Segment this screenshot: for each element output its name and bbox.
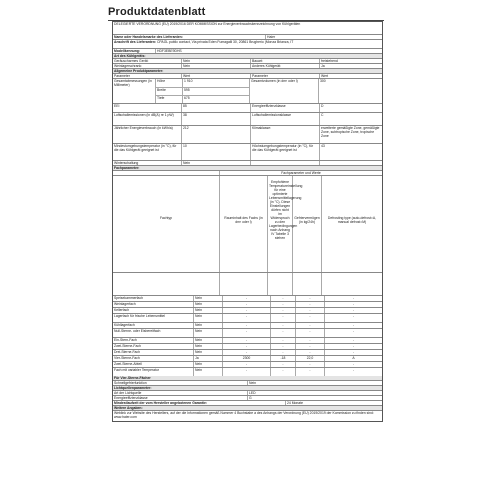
cell: Drei-Sterne-Fach bbox=[113, 350, 194, 355]
width-value: 595 bbox=[183, 88, 249, 96]
cell: A bbox=[352, 356, 355, 360]
cell: Null-Sterne- oder Eisbereitfach bbox=[113, 329, 194, 337]
cell: Nein bbox=[182, 59, 251, 63]
height-label: Höhe bbox=[156, 79, 182, 88]
column-header: Wert bbox=[182, 74, 251, 78]
cell: Energieeffizienzklasse bbox=[113, 396, 248, 400]
cell: Kellerfach bbox=[113, 308, 194, 313]
cell: - bbox=[352, 302, 355, 306]
cell: - bbox=[352, 344, 355, 348]
cell: - bbox=[223, 296, 271, 301]
section-heading: Für Vier-Sterne-Fächer bbox=[114, 376, 151, 380]
cell: Nein bbox=[194, 323, 223, 328]
general-row bbox=[113, 104, 382, 113]
cell: - bbox=[223, 350, 271, 355]
cell: - bbox=[223, 338, 271, 343]
cell: freistehend bbox=[321, 59, 338, 63]
cell: G bbox=[249, 396, 252, 400]
cell: LED bbox=[249, 391, 256, 395]
dimension-values bbox=[183, 79, 250, 103]
cell: Nein bbox=[249, 381, 256, 385]
cell: Nein bbox=[194, 296, 223, 301]
column-header: Gefriervermögen (in kg/24h) bbox=[293, 176, 322, 272]
cell: 22,0 bbox=[296, 356, 325, 361]
column-header: Rauminhalt des Fachs (in dm³ oder l) bbox=[220, 176, 268, 272]
model-value: HDF3EBE9DHS bbox=[157, 49, 182, 53]
supplier-address-value: CPAGL public contact, Via privata Eden Fumagalli 30, 20861 Brugherio (Monza Brianza, IT bbox=[156, 40, 294, 44]
cell: Nein bbox=[194, 362, 223, 367]
cell: Weinlagerschrank: bbox=[113, 64, 182, 68]
cell: Weinlagerfach bbox=[113, 302, 194, 307]
dimensions-row bbox=[113, 79, 382, 104]
cell: - bbox=[271, 338, 296, 343]
data-table bbox=[112, 21, 383, 422]
cell: - bbox=[271, 344, 296, 349]
cell: - bbox=[296, 344, 325, 349]
cell: erweiterte gemäßigte Zone, gemäßigte Zone, subtropische Zone, tropische Zone bbox=[321, 126, 380, 138]
cell: 38 bbox=[182, 113, 251, 125]
cell: Jährlicher Energieverbrauch (in kWh/a) bbox=[113, 126, 182, 143]
guarantee-label: Mindestlaufzeit der vom Hersteller angebotenen Garantie: bbox=[113, 401, 286, 405]
section-heading: Fachparameter: bbox=[114, 166, 140, 170]
cell: Nein bbox=[194, 302, 223, 307]
compartment-rows bbox=[113, 296, 382, 376]
cell: 85 bbox=[182, 104, 251, 112]
cell: - bbox=[352, 323, 355, 327]
cell: - bbox=[271, 302, 296, 307]
general-row bbox=[113, 144, 382, 161]
cell: - bbox=[223, 362, 271, 367]
column-header: Fachtyp bbox=[113, 176, 220, 272]
cell: Zwei-Sterne-Fach bbox=[113, 344, 194, 349]
cell: - bbox=[271, 314, 296, 322]
cell: Winterschaltung bbox=[113, 161, 182, 165]
column-header: Defrosting type (auto-defrost=A, manual defrost=M) bbox=[327, 216, 377, 224]
more-row bbox=[113, 411, 382, 421]
cell: Schnellgefrierfunktion bbox=[113, 381, 248, 385]
more-text: Weblink zur Website des Herstellers, auf der die Informationen gemäß Nummer 4 Buchstabe a des Anhangs der Verordnung (EU) 2019/2019 der Kommission zu finden sind: www.haier.com bbox=[114, 411, 374, 419]
model-label: Modellkennung: bbox=[113, 49, 156, 53]
regulation-row bbox=[113, 22, 382, 35]
column-header: Empfohlene Temperatureinstellung für eine optimierte Lebensmittellagerung (in °C). Diese Einstellungen dürfen nicht im Widerspruch zu den Lagerbedingungen nach Anhang IV Tabelle 3 stehen bbox=[268, 176, 293, 272]
supplier-address-row bbox=[113, 40, 382, 49]
depth-value: 675 bbox=[184, 96, 190, 100]
general-row bbox=[113, 113, 382, 126]
column-header: Parameter bbox=[251, 74, 320, 78]
dimensions-label: Gesamtabmessungen (in Millimeter) bbox=[113, 79, 156, 103]
cell: Nein bbox=[194, 314, 223, 322]
cell: - bbox=[296, 368, 325, 376]
blank-cell bbox=[113, 171, 220, 175]
cell: - bbox=[296, 296, 325, 301]
cell: - bbox=[296, 302, 325, 307]
cell: Anderes Kühlgerät: bbox=[251, 64, 320, 68]
compartment-head-row bbox=[113, 176, 382, 273]
cell: - bbox=[352, 368, 355, 372]
volume-label: Gesamtvolumen (in dm³ oder l) bbox=[250, 79, 319, 103]
cell: - bbox=[223, 323, 271, 328]
dimension-names bbox=[156, 79, 183, 103]
cell: Nein bbox=[182, 161, 251, 165]
cell: Art der Lichtquelle bbox=[113, 391, 248, 395]
cell: - bbox=[352, 350, 355, 354]
section-heading: Lichtquellenparameter: bbox=[114, 386, 152, 390]
cell: Bauart: bbox=[251, 59, 320, 63]
volume-value: 300 bbox=[320, 79, 326, 83]
regulation-text: DELEGIERTE VERORDNUNG (EU) 2019/2016 DER KOMMISSION zur Energieverbrauchskennzeichnung von Kühlgeräten bbox=[114, 22, 301, 26]
cell: Fach mit variabler Temperatur bbox=[113, 368, 194, 376]
cell: Ein-Stern-Fach bbox=[113, 338, 194, 343]
cell: -18 bbox=[271, 356, 296, 361]
table-row bbox=[113, 329, 382, 338]
cell: Klimaklasse: bbox=[251, 126, 320, 143]
cell: - bbox=[296, 314, 325, 322]
cell: Nein bbox=[194, 368, 223, 376]
section-heading: Art des Kühlgeräts: bbox=[114, 54, 146, 58]
table-row bbox=[113, 314, 382, 323]
cell: - bbox=[352, 308, 355, 312]
guarantee-value: 24 Monate bbox=[287, 401, 304, 405]
cell: - bbox=[296, 362, 325, 367]
cell: - bbox=[352, 329, 355, 333]
compartment-spacer-row bbox=[113, 273, 382, 296]
cell bbox=[320, 161, 382, 165]
general-row bbox=[113, 126, 382, 144]
cell: Nein bbox=[182, 64, 251, 68]
cell: D bbox=[321, 104, 324, 108]
compartment-param-title: Fachparameter und Werte bbox=[281, 171, 321, 175]
cell: - bbox=[223, 329, 271, 337]
cell: - bbox=[271, 329, 296, 337]
cell: EEI bbox=[113, 104, 182, 112]
cell: - bbox=[296, 350, 325, 355]
cell: - bbox=[296, 308, 325, 313]
cell: 212 bbox=[182, 126, 251, 143]
cell: - bbox=[352, 314, 355, 318]
cell: - bbox=[223, 344, 271, 349]
depth-label: Tiefe bbox=[157, 96, 165, 100]
width-label: Breite bbox=[156, 88, 182, 96]
cell: Ja bbox=[321, 64, 325, 68]
cell: Kühllagerfach bbox=[113, 323, 194, 328]
cell: Luftschallemissionsklasse bbox=[251, 113, 320, 125]
cell: - bbox=[352, 362, 355, 366]
supplier-address-label: Anschrift des Lieferanten: bbox=[114, 40, 157, 44]
cell: - bbox=[271, 362, 296, 367]
cell: 10 bbox=[182, 144, 251, 160]
cell: Speisekammerfach bbox=[113, 296, 194, 301]
cell: - bbox=[296, 338, 325, 343]
cell: Nein bbox=[194, 308, 223, 313]
cell: - bbox=[223, 302, 271, 307]
cell: Luftschallemissionen (in dB(A) re 1 pW) bbox=[113, 113, 182, 125]
cell: Lagerfach für frische Lebensmittel bbox=[113, 314, 194, 322]
cell: Nein bbox=[194, 344, 223, 349]
cell: 2300 bbox=[223, 356, 271, 361]
cell: - bbox=[296, 323, 325, 328]
cell: Nein bbox=[194, 338, 223, 343]
cell: Vier-Sterne-Fach bbox=[113, 356, 194, 361]
cell: - bbox=[271, 296, 296, 301]
section-heading: Allgemeine Produktparameter: bbox=[114, 69, 164, 73]
cell: - bbox=[271, 308, 296, 313]
cell: - bbox=[223, 314, 271, 322]
cell: Geräuscharmes Gerät: bbox=[113, 59, 182, 63]
cell: Energieeffizienzklasse bbox=[251, 104, 320, 112]
cell: Mindestumgebungstemperatur (in °C), für die das Kühlgerät geeignet ist bbox=[113, 144, 182, 160]
cell: - bbox=[223, 368, 271, 376]
cell bbox=[251, 161, 320, 165]
supplier-name-label: Name oder Handelsmarke des Lieferanten: bbox=[113, 35, 266, 39]
cell: - bbox=[352, 296, 355, 300]
column-header: Parameter bbox=[113, 74, 182, 78]
page-title: Produktdatenblatt bbox=[108, 6, 206, 18]
cell: - bbox=[271, 368, 296, 376]
table-row bbox=[113, 368, 382, 376]
cell: Nein bbox=[194, 350, 223, 355]
cell: 43 bbox=[321, 144, 325, 148]
cell: Zwei-Sterne-Abteil bbox=[113, 362, 194, 367]
cell: Höchstumgebungstemperatur (in °C), für die das Kühlgerät geeignet ist bbox=[251, 144, 320, 160]
cell: - bbox=[296, 329, 325, 337]
cell: - bbox=[271, 323, 296, 328]
cell: C bbox=[321, 113, 324, 117]
cell: Ja bbox=[194, 356, 223, 361]
supplier-name-value: Haier bbox=[267, 35, 276, 39]
cell: - bbox=[352, 338, 355, 342]
section-heading: Weitere Angaben: bbox=[114, 406, 143, 410]
cell: Nein bbox=[194, 329, 223, 337]
column-header: Wert bbox=[321, 74, 329, 78]
height-value: 1 910 bbox=[183, 79, 249, 88]
cell: - bbox=[223, 308, 271, 313]
cell: - bbox=[271, 350, 296, 355]
